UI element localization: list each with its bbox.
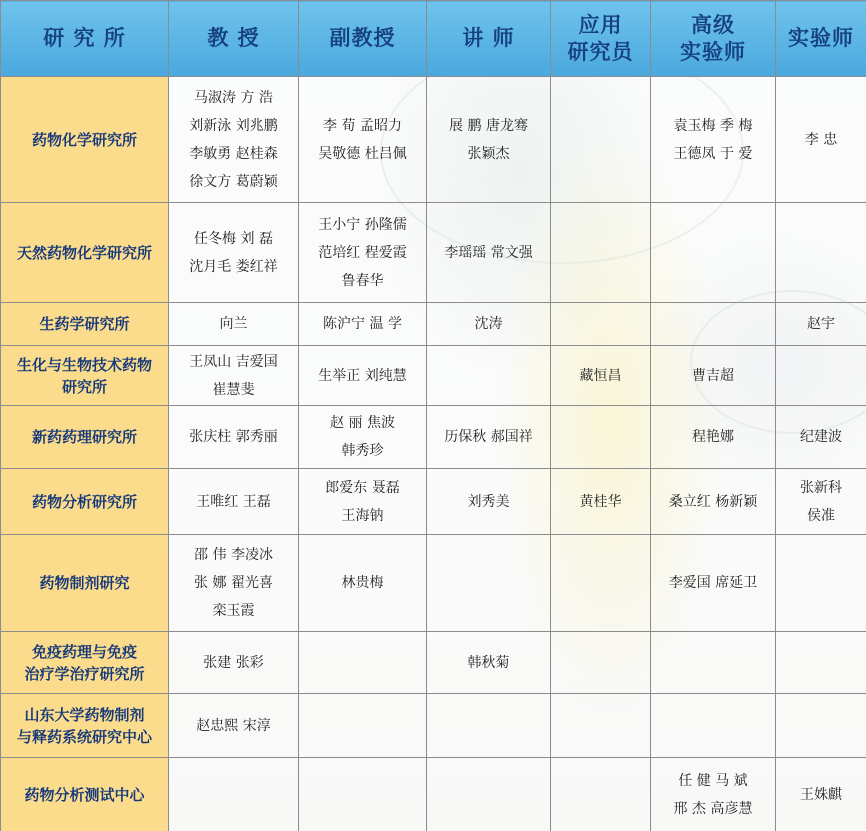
- lecturer-cell: [427, 203, 551, 303]
- professor-cell-text: 赵忠熙 宋淳: [196, 717, 271, 734]
- senior-lab-cell: [651, 632, 776, 694]
- senior-lab-cell-text: 曹吉超: [692, 367, 734, 384]
- lab-technician-cell-text: 纪建波: [800, 429, 842, 445]
- table-row: [1, 535, 866, 632]
- institute-name: [1, 694, 169, 758]
- lab-technician-cell: [776, 77, 866, 203]
- table-row: [1, 632, 866, 694]
- assoc-professor-cell-text: 林贵梅: [341, 575, 384, 591]
- senior-lab-cell: [651, 303, 776, 346]
- assoc-professor-cell: [299, 203, 427, 303]
- table-row: [1, 469, 866, 535]
- assoc-professor-cell: [299, 406, 427, 469]
- lecturer-cell: [427, 346, 551, 406]
- assoc-professor-cell-text: 李 荀 孟昭力 吴敬德 杜吕佩: [318, 117, 407, 162]
- assoc-professor-cell: [299, 303, 427, 346]
- lab-technician-cell-text: 王姝麒: [800, 786, 842, 803]
- lab-technician-cell: [776, 469, 866, 535]
- header-institute: 研 究 所: [1, 1, 169, 77]
- lecturer-cell: [427, 694, 551, 758]
- professor-cell: [169, 469, 299, 535]
- institute-name: [1, 77, 169, 203]
- applied-researcher-cell-text: 藏恒昌: [579, 367, 622, 384]
- applied-researcher-cell: [551, 632, 651, 694]
- assoc-professor-cell-text: 王小宁 孙隆儒 范培红 程爱霞 鲁春华: [318, 216, 407, 289]
- lecturer-cell: [427, 758, 551, 831]
- professor-cell: [169, 632, 299, 694]
- header-applied-researcher: 应用 研究员: [551, 1, 651, 77]
- assoc-professor-cell: [299, 346, 427, 406]
- header-assoc-professor: 副教授: [299, 1, 427, 77]
- assoc-professor-cell: [299, 758, 427, 831]
- institute-name-text: 药物化学研究所: [31, 130, 137, 149]
- professor-cell: [169, 303, 299, 346]
- lab-technician-cell-text: 张新科 侯准: [800, 479, 842, 524]
- professor-cell: [169, 203, 299, 303]
- lecturer-cell: [427, 303, 551, 346]
- professor-cell-text: 张建 张彩: [203, 654, 264, 671]
- applied-researcher-cell: [551, 77, 651, 203]
- professor-cell-text: 王凤山 吉爱国 崔慧斐: [189, 353, 278, 398]
- professor-cell: [169, 758, 299, 831]
- institute-name: [1, 632, 169, 694]
- applied-researcher-cell: [551, 758, 651, 831]
- table-row: [1, 303, 866, 346]
- institute-name-text: 药物分析测试中心: [24, 785, 145, 804]
- senior-lab-cell-text: 任 健 马 斌 邢 杰 高彦慧: [673, 772, 753, 817]
- assoc-professor-cell: [299, 469, 427, 535]
- lecturer-cell: [427, 406, 551, 469]
- institute-name-text: 天然药物化学研究所: [16, 243, 152, 262]
- lab-technician-cell: [776, 535, 866, 632]
- table-row: [1, 758, 866, 831]
- lab-technician-cell: [776, 346, 866, 406]
- lecturer-cell-text: 刘秀美: [467, 493, 510, 510]
- professor-cell-text: 张庆柱 郭秀丽: [189, 429, 278, 445]
- table-row: [1, 694, 866, 758]
- institute-name: [1, 758, 169, 831]
- header-lecturer: 讲 师: [427, 1, 551, 77]
- senior-lab-cell: [651, 406, 776, 469]
- lecturer-cell-text: 韩秋菊: [467, 654, 510, 671]
- professor-cell: [169, 77, 299, 203]
- professor-cell-text: 向兰: [219, 316, 248, 332]
- senior-lab-cell: [651, 77, 776, 203]
- assoc-professor-cell: [299, 535, 427, 632]
- professor-cell: [169, 346, 299, 406]
- applied-researcher-cell: [551, 535, 651, 632]
- table-row: [1, 203, 866, 303]
- assoc-professor-cell: [299, 632, 427, 694]
- lecturer-cell: [427, 632, 551, 694]
- lab-technician-cell: [776, 406, 866, 469]
- institute-name-text: 药物分析研究所: [31, 492, 137, 511]
- header-lab-technician: 实验师: [776, 1, 866, 77]
- senior-lab-cell: [651, 758, 776, 831]
- lecturer-cell: [427, 535, 551, 632]
- institute-name: [1, 535, 169, 632]
- lecturer-cell: [427, 469, 551, 535]
- institute-name-text: 药物制剂研究: [39, 574, 130, 592]
- lab-technician-cell: [776, 632, 866, 694]
- institute-name: [1, 346, 169, 406]
- professor-cell: [169, 406, 299, 469]
- lecturer-cell: [427, 77, 551, 203]
- applied-researcher-cell: [551, 694, 651, 758]
- table-row: [1, 346, 866, 406]
- institute-name: [1, 469, 169, 535]
- institute-name-text: 生化与生物技术药物 研究所: [16, 355, 152, 396]
- institute-name: [1, 406, 169, 469]
- applied-researcher-cell: [551, 203, 651, 303]
- applied-researcher-cell: [551, 469, 651, 535]
- header-professor: 教 授: [169, 1, 299, 77]
- header-row: [1, 1, 866, 77]
- senior-lab-cell: [651, 694, 776, 758]
- senior-lab-cell: [651, 346, 776, 406]
- institute-name-text: 新药药理研究所: [31, 428, 137, 446]
- applied-researcher-cell: [551, 406, 651, 469]
- lab-technician-cell: [776, 694, 866, 758]
- lab-technician-cell: [776, 203, 866, 303]
- header-senior-lab: 高级 实验师: [651, 1, 776, 77]
- lab-technician-cell: [776, 758, 866, 831]
- institute-name: [1, 203, 169, 303]
- professor-cell-text: 王唯红 王磊: [196, 493, 271, 510]
- professor-cell: [169, 535, 299, 632]
- lab-technician-cell-text: 李 忠: [804, 131, 838, 148]
- applied-researcher-cell-text: 黄桂华: [579, 493, 622, 510]
- lecturer-cell-text: 沈涛: [474, 316, 503, 332]
- senior-lab-cell-text: 桑立红 杨新颖: [668, 493, 758, 510]
- assoc-professor-cell-text: 陈沪宁 温 学: [323, 316, 402, 332]
- professor-cell-text: 任冬梅 刘 磊 沈月毛 娄红祥: [189, 230, 278, 275]
- professor-cell-text: 邵 伟 李凌冰 张 娜 翟光喜 栾玉霞: [194, 547, 273, 619]
- assoc-professor-cell-text: 生举正 刘纯慧: [318, 367, 407, 384]
- senior-lab-cell: [651, 535, 776, 632]
- table-row: [1, 77, 866, 203]
- institute-name-text: 免疫药理与免疫 治疗学治疗研究所: [24, 642, 145, 683]
- institute-name: [1, 303, 169, 346]
- lab-technician-cell: [776, 303, 866, 346]
- lab-technician-cell-text: 赵宇: [807, 316, 835, 332]
- senior-lab-cell-text: 袁玉梅 季 梅 王德凤 于 爱: [673, 117, 753, 162]
- table-row: [1, 406, 866, 469]
- senior-lab-cell-text: 李爱国 席延卫: [668, 575, 758, 591]
- institute-name-text: 生药学研究所: [39, 315, 130, 333]
- senior-lab-cell-text: 程艳娜: [692, 429, 734, 445]
- lecturer-cell-text: 李瑶瑶 常文强: [444, 244, 533, 261]
- professor-cell-text: 马淑涛 方 浩 刘新泳 刘兆鹏 李敏勇 赵桂森 徐文方 葛蔚颖: [189, 89, 278, 190]
- assoc-professor-cell-text: 赵 丽 焦波 韩秀珍: [330, 415, 395, 459]
- applied-researcher-cell: [551, 303, 651, 346]
- professor-cell: [169, 694, 299, 758]
- assoc-professor-cell: [299, 694, 427, 758]
- assoc-professor-cell-text: 郎爱东 聂磊 王海钠: [325, 479, 400, 524]
- lecturer-cell-text: 展 鹏 唐龙骞 张颖杰: [449, 117, 528, 162]
- lecturer-cell-text: 历保秋 郝国祥: [444, 429, 533, 445]
- applied-researcher-cell: [551, 346, 651, 406]
- senior-lab-cell: [651, 203, 776, 303]
- assoc-professor-cell: [299, 77, 427, 203]
- institute-name-text: 山东大学药物制剂 与释药系统研究中心: [16, 705, 152, 746]
- senior-lab-cell: [651, 469, 776, 535]
